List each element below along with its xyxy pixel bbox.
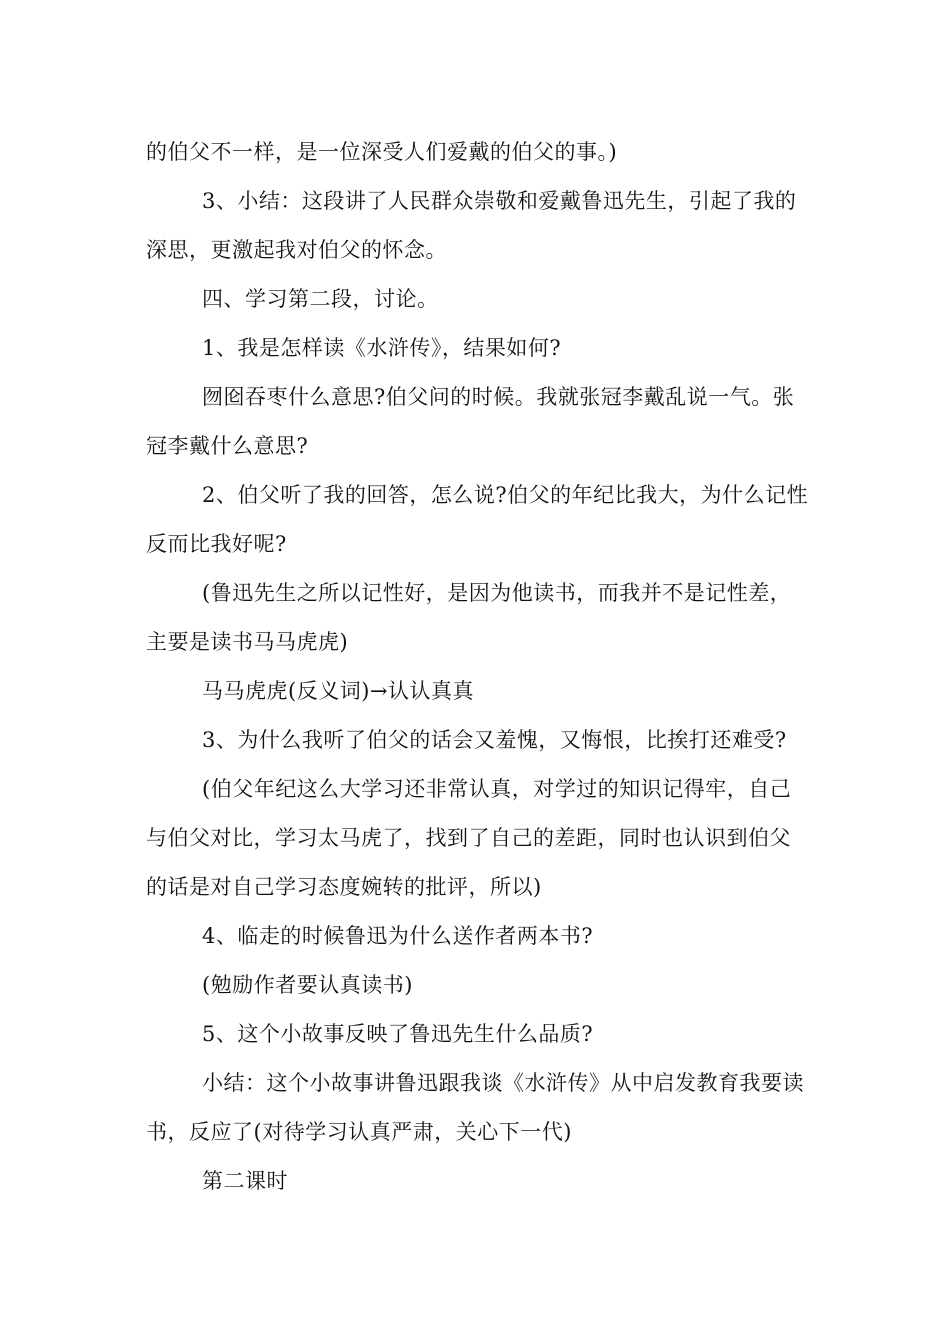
antonym-note: 马马虎虎(反义词)→认认真真: [202, 679, 474, 703]
question-4: 4、临走的时候鲁迅为什么送作者两本书?: [202, 924, 594, 948]
summary-paragraph: 小结：这个小故事讲鲁迅跟我谈《水浒传》从中启发教育我要读书，反应了(对待学习认真严肃，关心下一代): [146, 1071, 804, 1144]
paragraph-summary-3: 3、小结：这段讲了人民群众崇敬和爱戴鲁迅先生，引起了我的深思，更激起我对伯父的怀念。: [146, 189, 797, 262]
question-1: 1、我是怎样读《水浒传》，结果如何?: [202, 336, 562, 360]
answer-4: (勉励作者要认真读书): [202, 973, 413, 997]
paragraph-idiom-questions: 囫囵吞枣什么意思?伯父问的时候。我就张冠李戴乱说一气。张冠李戴什么意思?: [146, 385, 795, 458]
answer-3: (伯父年纪这么大学习还非常认真，对学过的知识记得牢，自己与伯父对比，学习太马虎了，找到了自己的差距，同时也认识到伯父的话是对自己学习态度婉转的批评，所以): [146, 777, 792, 899]
answer-2: (鲁迅先生之所以记性好，是因为他读书，而我并不是记性差，主要是读书马马虎虎): [146, 581, 792, 654]
paragraph-continuation: 的伯父不一样，是一位深受人们爱戴的伯父的事。): [146, 140, 618, 164]
question-3: 3、为什么我听了伯父的话会又羞愧，又悔恨，比挨打还难受?: [202, 728, 787, 752]
section-heading-4: 四、学习第二段，讨论。: [202, 287, 439, 311]
question-2: 2、伯父听了我的回答，怎么说?伯父的年纪比我大，为什么记性反而比我好呢?: [146, 483, 809, 556]
question-5: 5、这个小故事反映了鲁迅先生什么品质?: [202, 1022, 594, 1046]
document-body: [146, 128, 810, 1206]
lesson-heading: 第二课时: [202, 1169, 288, 1193]
